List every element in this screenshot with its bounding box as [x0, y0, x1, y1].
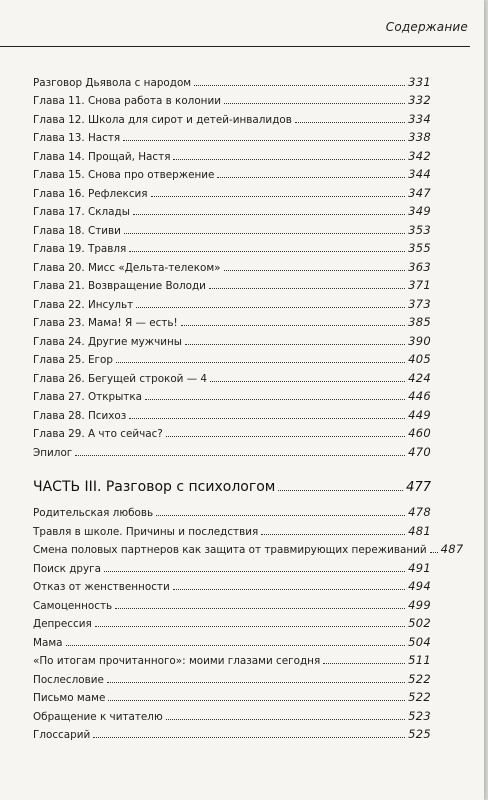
- toc-entry: [33, 538, 464, 557]
- leader-dots: [323, 663, 405, 664]
- leader-dots: [108, 700, 405, 701]
- toc-list-part-three: [33, 501, 464, 742]
- toc-entry: [33, 403, 431, 422]
- toc-entry: [33, 311, 431, 330]
- toc-entry-page-number: 446: [408, 389, 431, 403]
- toc-entry-title: Глава 27. Открытка: [33, 391, 142, 403]
- leader-dots: [129, 418, 405, 419]
- toc-entry-title: Мама: [33, 636, 63, 649]
- toc-entry: [33, 218, 431, 237]
- leader-dots: [75, 455, 405, 456]
- toc-entry-page-number: 470: [408, 444, 431, 459]
- toc-entry-page-number: 504: [408, 634, 431, 649]
- leader-dots: [156, 515, 405, 516]
- toc-entry: [33, 723, 431, 742]
- toc-entry-page-number: 511: [408, 653, 431, 667]
- toc-entry-page-number: 353: [408, 222, 431, 237]
- toc-entry-title: Глава 21. Возвращение Володи: [33, 280, 206, 292]
- toc-entry-title: Глава 16. Рефлексия: [33, 187, 148, 200]
- toc-entry-page-number: 525: [408, 727, 431, 741]
- toc-entry: [33, 686, 431, 705]
- leader-dots: [129, 251, 405, 252]
- toc-list-part-two: [33, 70, 431, 459]
- toc-entry-page-number: 494: [408, 579, 431, 593]
- leader-dots: [124, 233, 405, 234]
- toc-entry-page-number: 405: [408, 352, 431, 366]
- toc-entry: [33, 329, 431, 348]
- toc-entry-page-number: 390: [408, 333, 431, 348]
- leader-dots: [116, 362, 405, 363]
- toc-entry: [33, 385, 431, 404]
- toc-entry-page-number: 355: [408, 241, 431, 255]
- toc-entry-title: Родительская любовь: [33, 507, 154, 519]
- toc-entry-title: Поиск друга: [33, 562, 101, 575]
- toc-entry-page-number: 342: [408, 148, 431, 163]
- toc-entry-page-number: 499: [408, 597, 431, 612]
- toc-entry-page-number: 478: [408, 505, 431, 519]
- toc-entry: [33, 501, 431, 520]
- toc-entry: [33, 274, 431, 293]
- toc-entry-title: Обращение к читателю: [33, 710, 163, 723]
- leader-dots: [133, 214, 405, 215]
- leader-dots: [66, 645, 406, 646]
- leader-dots: [173, 159, 405, 160]
- leader-dots: [210, 381, 405, 382]
- toc-entry: [33, 144, 431, 163]
- leader-dots: [209, 288, 405, 289]
- toc-entry-title: Послесловие: [33, 673, 104, 686]
- toc-entry-title: Глава 29. А что сейчас?: [33, 428, 163, 440]
- toc-entry: [33, 366, 431, 385]
- toc-entry-page-number: 338: [408, 130, 431, 144]
- toc-entry: [33, 292, 431, 311]
- toc-entry: [33, 704, 431, 723]
- toc-entry-page-number: 332: [408, 93, 431, 107]
- toc-entry-page-number: 385: [408, 315, 431, 329]
- toc-entry: [33, 70, 431, 89]
- leader-dots: [107, 682, 405, 683]
- toc-entry-page-number: 363: [408, 259, 431, 274]
- toc-entry-title: Глава 22. Инсульт: [33, 298, 134, 311]
- leader-dots: [151, 196, 406, 197]
- toc-entry: [33, 107, 431, 126]
- toc-entry-title: Глава 17. Склады: [33, 206, 130, 218]
- toc-entry-page-number: 460: [408, 426, 431, 440]
- toc-entry-title: Отказ от женственности: [33, 581, 170, 593]
- leader-dots: [173, 589, 405, 590]
- toc-entry-title: Эпилог: [33, 446, 73, 459]
- leader-dots: [123, 140, 405, 141]
- toc-entry: [33, 200, 431, 219]
- toc-entry-page-number: 523: [408, 708, 431, 723]
- toc-entry: [33, 667, 431, 686]
- toc-entry-title: Глава 18. Стиви: [33, 224, 121, 237]
- toc-entry: [33, 612, 431, 631]
- toc-entry: [33, 237, 431, 256]
- toc-entry-title: Глава 15. Снова про отвержение: [33, 169, 215, 181]
- toc-entry-title: Глава 26. Бегущей строкой — 4: [33, 372, 208, 385]
- toc-entry-page-number: 334: [408, 111, 431, 126]
- leader-dots: [93, 737, 405, 738]
- leader-dots: [115, 608, 405, 609]
- toc-entry-page-number: 373: [408, 296, 431, 311]
- leader-dots: [166, 436, 405, 437]
- leader-dots: [261, 534, 405, 535]
- toc-entry: [33, 422, 431, 441]
- toc-entry-title: Глава 19. Травля: [33, 243, 127, 255]
- toc-entry-title: Депрессия: [33, 618, 92, 630]
- toc-entry-title: Глава 11. Снова работа в колонии: [33, 95, 221, 107]
- toc-entry-page-number: 487: [440, 542, 464, 556]
- toc-entry: [33, 89, 431, 108]
- toc-entry: [33, 630, 431, 649]
- toc-entry: [33, 255, 431, 274]
- part-title: ЧАСТЬ III. Разговор с психологом: [33, 478, 276, 495]
- toc-entry: [33, 649, 431, 668]
- toc-entry-title: Глава 25. Егор: [33, 354, 113, 366]
- toc-entry: [33, 163, 431, 182]
- leader-dots: [194, 85, 405, 86]
- toc-entry: [33, 126, 431, 145]
- toc-entry-title: Глоссарий: [33, 729, 91, 741]
- leader-dots: [295, 122, 405, 123]
- toc-entry-page-number: 349: [408, 204, 431, 218]
- part-page-number: 477: [406, 479, 431, 495]
- toc-entry: [33, 556, 431, 575]
- toc-entry: [33, 440, 431, 459]
- toc-entry-title: Самоценность: [33, 599, 113, 612]
- toc-entry-title: Глава 14. Прощай, Настя: [33, 150, 171, 163]
- toc-entry-page-number: 331: [408, 74, 431, 89]
- leader-dots: [224, 270, 406, 271]
- toc-entry: [33, 575, 431, 594]
- leader-dots: [224, 103, 405, 104]
- toc-entry-page-number: 371: [408, 278, 431, 292]
- leader-dots: [181, 325, 406, 326]
- leader-dots: [430, 552, 438, 553]
- toc-entry: [33, 181, 431, 200]
- running-header: Содержание: [385, 20, 468, 34]
- toc-entry-title: Глава 13. Настя: [33, 132, 121, 144]
- toc-entry-title: Письмо маме: [33, 692, 106, 704]
- toc-entry-page-number: 347: [408, 185, 431, 200]
- leader-dots: [145, 399, 405, 400]
- header-rule: [0, 46, 470, 47]
- leader-dots: [136, 307, 405, 308]
- toc-entry: [33, 348, 431, 367]
- toc-entry: [33, 593, 431, 612]
- leader-dots: [217, 177, 405, 178]
- toc-entry-title: Травля в школе. Причины и последствия: [33, 525, 259, 538]
- toc-entry-page-number: 522: [408, 690, 431, 704]
- leader-dots: [278, 490, 403, 491]
- toc-entry-page-number: 449: [408, 407, 431, 422]
- toc-entry-title: Смена половых партнеров как защита от травмирующих переживаний: [33, 544, 427, 556]
- toc-entry-title: Глава 28. Психоз: [33, 409, 127, 422]
- leader-dots: [95, 626, 405, 627]
- toc-entry: [33, 519, 431, 538]
- toc-entry-title: Глава 20. Мисс «Дельта-телеком»: [33, 261, 221, 274]
- toc-entry-page-number: 481: [408, 523, 431, 538]
- table-of-contents: [33, 70, 464, 741]
- toc-entry-title: Глава 24. Другие мужчины: [33, 335, 182, 348]
- toc-entry-page-number: 522: [408, 671, 431, 686]
- leader-dots: [104, 571, 405, 572]
- toc-entry-title: Глава 23. Мама! Я — есть!: [33, 317, 178, 329]
- toc-entry-title: «По итогам прочитанного»: моими глазами сегодня: [33, 655, 321, 667]
- toc-entry-page-number: 491: [408, 560, 431, 575]
- toc-entry-title: Разговор Дьявола с народом: [33, 76, 192, 89]
- leader-dots: [166, 719, 405, 720]
- toc-entry-title: Глава 12. Школа для сирот и детей-инвалидов: [33, 113, 292, 126]
- toc-part-heading: [33, 473, 431, 495]
- toc-entry-page-number: 344: [408, 167, 431, 181]
- leader-dots: [185, 344, 405, 345]
- toc-entry-page-number: 502: [408, 616, 431, 630]
- toc-entry-page-number: 424: [408, 370, 431, 385]
